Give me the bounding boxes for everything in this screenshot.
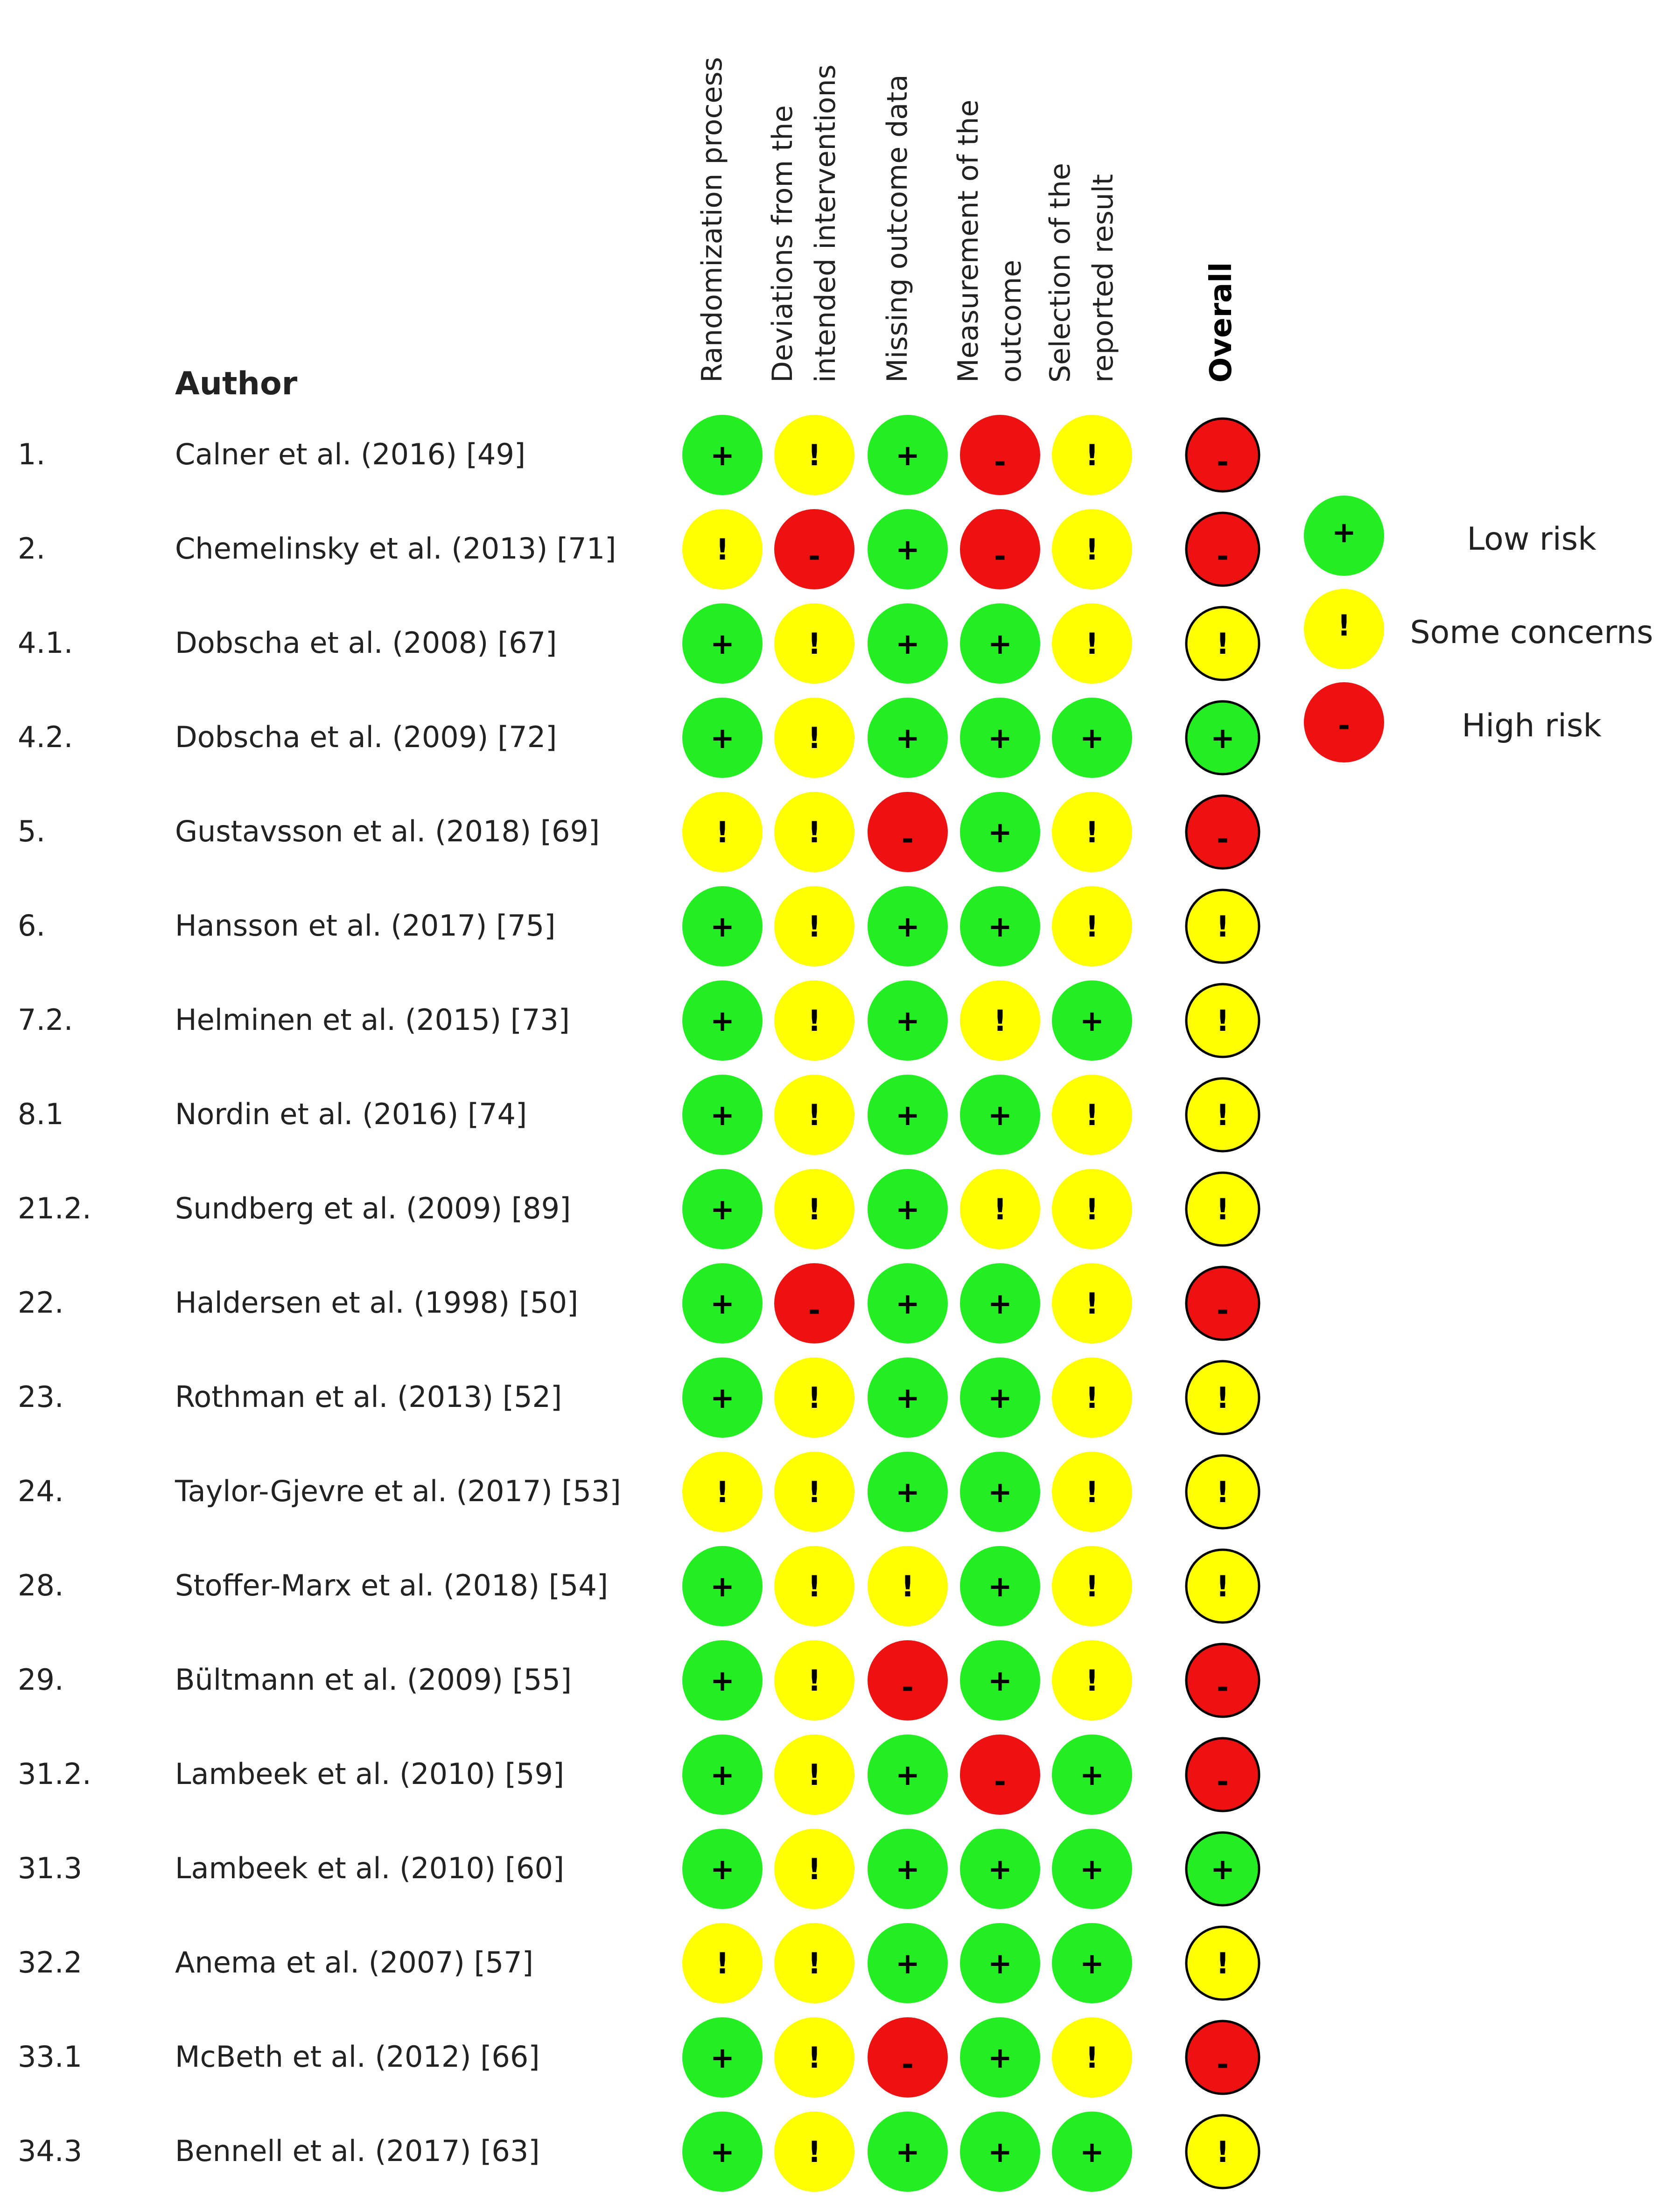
study-author: Bültmann et al. (2009) [55] <box>175 1663 572 1697</box>
domain-header-5-line-2: reported result <box>1087 174 1120 383</box>
rating-symbol: + <box>1080 1946 1104 1980</box>
rating-symbol: + <box>896 721 920 755</box>
rating-symbol: ! <box>807 1098 821 1132</box>
study-author: Calner et al. (2016) [49] <box>175 437 526 471</box>
rating-symbol: - <box>994 539 1006 573</box>
rating-symbol: + <box>896 438 920 472</box>
rating-symbol: + <box>1080 2135 1104 2169</box>
study-number: 4.1. <box>18 626 73 660</box>
rating-symbol: + <box>988 2041 1012 2075</box>
overall-symbol: - <box>1217 1293 1229 1327</box>
rating-symbol: + <box>710 1664 735 1698</box>
study-number: 33.1 <box>18 2040 83 2074</box>
rating-symbol: ! <box>807 1381 821 1415</box>
rating-symbol: + <box>710 2041 735 2075</box>
study-number: 1. <box>18 437 46 471</box>
table-row <box>18 1734 1259 1815</box>
table-row <box>18 603 1259 684</box>
rating-symbol: + <box>710 1004 735 1038</box>
domain-header-4-line-2: outcome <box>995 259 1028 383</box>
rating-symbol: ! <box>1085 2041 1099 2075</box>
rating-symbol: ! <box>807 438 821 472</box>
rating-symbol: + <box>988 1946 1012 1980</box>
study-number: 24. <box>18 1474 64 1508</box>
overall-symbol: ! <box>1216 1381 1230 1415</box>
table-row <box>18 886 1259 966</box>
rating-symbol: + <box>896 1287 920 1321</box>
table-row <box>18 1923 1259 2003</box>
rating-symbol: + <box>988 1852 1012 1886</box>
domain-header-5-line-1: Selection of the <box>1044 163 1077 383</box>
overall-symbol: ! <box>1216 1098 1230 1132</box>
study-number: 29. <box>18 1663 64 1697</box>
rating-symbol: ! <box>1085 1475 1099 1509</box>
table-row <box>18 1640 1259 1720</box>
rating-symbol: ! <box>901 1569 915 1603</box>
rating-symbol: ! <box>715 1946 729 1980</box>
rating-symbol: ! <box>1085 1381 1099 1415</box>
rating-symbol: + <box>710 438 735 472</box>
legend-entry-high <box>1304 682 1602 762</box>
rating-symbol: ! <box>993 1004 1007 1038</box>
legend-label: Low risk <box>1467 521 1596 558</box>
rating-symbol: ! <box>807 721 821 755</box>
rating-symbol: + <box>896 1852 920 1886</box>
study-number: 28. <box>18 1568 64 1602</box>
study-author: Hansson et al. (2017) [75] <box>175 909 556 943</box>
domain-header-1-line-1: Randomization process <box>696 57 728 383</box>
rating-symbol: ! <box>807 1004 821 1038</box>
rating-symbol: + <box>896 1758 920 1792</box>
rating-symbol: + <box>896 532 920 566</box>
rating-symbol: ! <box>807 815 821 849</box>
rating-symbol: ! <box>1085 1192 1099 1226</box>
rating-symbol: + <box>710 1192 735 1226</box>
table-row <box>18 509 1259 589</box>
rating-symbol: - <box>808 539 820 573</box>
study-number: 2. <box>18 532 46 566</box>
legend-symbol: + <box>1332 515 1356 549</box>
study-number: 23. <box>18 1380 64 1414</box>
overall-symbol: ! <box>1216 2135 1230 2169</box>
study-author: Lambeek et al. (2010) [60] <box>175 1851 565 1885</box>
rating-symbol: + <box>896 909 920 944</box>
rating-symbol: + <box>896 2135 920 2169</box>
rating-symbol: - <box>994 445 1006 479</box>
table-row <box>18 980 1259 1061</box>
study-author: Gustavsson et al. (2018) [69] <box>175 814 600 848</box>
study-number: 8.1 <box>18 1097 64 1131</box>
rating-symbol: ! <box>807 1569 821 1603</box>
domain-header-2-line-1: Deviations from the <box>766 105 799 383</box>
rating-symbol: + <box>710 1852 735 1886</box>
overall-symbol: ! <box>1216 1475 1230 1509</box>
study-author: Dobscha et al. (2008) [67] <box>175 626 557 660</box>
study-author: Haldersen et al. (1998) [50] <box>175 1286 579 1320</box>
study-number: 22. <box>18 1286 64 1320</box>
table-row <box>18 1452 1259 1532</box>
rating-symbol: + <box>710 1569 735 1603</box>
study-number: 4.2. <box>18 720 73 754</box>
rating-symbol: + <box>896 1475 920 1509</box>
table-row <box>18 1546 1259 1626</box>
table-row <box>18 792 1259 872</box>
table-row <box>18 1075 1259 1155</box>
rating-symbol: + <box>896 1098 920 1132</box>
study-rows <box>18 415 1259 2192</box>
rating-symbol: + <box>896 1004 920 1038</box>
rating-symbol: + <box>988 815 1012 849</box>
rating-symbol: + <box>988 1475 1012 1509</box>
overall-symbol: - <box>1217 1670 1229 1704</box>
rating-symbol: ! <box>807 1946 821 1980</box>
overall-symbol: + <box>1211 1852 1235 1886</box>
rating-symbol: + <box>896 1946 920 1980</box>
study-author: Chemelinsky et al. (2013) [71] <box>175 532 616 566</box>
rating-symbol: ! <box>807 2135 821 2169</box>
rating-symbol: + <box>896 1381 920 1415</box>
rating-symbol: + <box>1080 1852 1104 1886</box>
study-number: 34.3 <box>18 2134 83 2168</box>
rating-symbol: ! <box>993 1192 1007 1226</box>
table-row <box>18 1263 1259 1343</box>
overall-header: Overall <box>1204 262 1239 383</box>
overall-symbol: - <box>1217 822 1229 856</box>
rating-symbol: + <box>988 1664 1012 1698</box>
legend <box>1304 496 1653 762</box>
rating-symbol: ! <box>1085 532 1099 566</box>
rating-symbol: + <box>710 909 735 944</box>
study-number: 32.2 <box>18 1945 83 1979</box>
rating-symbol: + <box>988 1381 1012 1415</box>
table-row <box>18 1169 1259 1249</box>
table-row <box>18 698 1259 778</box>
rating-symbol: ! <box>715 532 729 566</box>
domain-header-2-line-2: intended interventions <box>809 64 842 383</box>
study-author: Sundberg et al. (2009) [89] <box>175 1191 571 1225</box>
study-author: Helminen et al. (2015) [73] <box>175 1003 570 1037</box>
rating-symbol: ! <box>1085 1098 1099 1132</box>
study-author: Bennell et al. (2017) [63] <box>175 2134 540 2168</box>
rating-symbol: + <box>710 1098 735 1132</box>
table-row <box>18 415 1259 495</box>
rating-symbol: - <box>808 1293 820 1327</box>
overall-symbol: - <box>1217 539 1229 573</box>
table-row <box>18 2112 1259 2192</box>
rating-symbol: - <box>994 1764 1006 1798</box>
domain-header-4-line-1: Measurement of the <box>952 99 985 383</box>
rating-symbol: + <box>988 909 1012 944</box>
study-number: 5. <box>18 814 46 848</box>
rating-symbol: ! <box>1085 909 1099 944</box>
rating-symbol: + <box>1080 721 1104 755</box>
rating-symbol: + <box>710 1758 735 1792</box>
study-author: Anema et al. (2007) [57] <box>175 1945 533 1979</box>
overall-symbol: + <box>1211 721 1235 755</box>
table-row <box>18 1357 1259 1438</box>
study-author: Lambeek et al. (2010) [59] <box>175 1757 565 1791</box>
overall-symbol: - <box>1217 2047 1229 2081</box>
rating-symbol: + <box>710 627 735 661</box>
legend-symbol: - <box>1338 708 1350 742</box>
study-author: Rothman et al. (2013) [52] <box>175 1380 562 1414</box>
overall-symbol: - <box>1217 445 1229 479</box>
legend-label: High risk <box>1462 707 1602 744</box>
study-author: Nordin et al. (2016) [74] <box>175 1097 527 1131</box>
study-number: 7.2. <box>18 1003 73 1037</box>
overall-symbol: ! <box>1216 1192 1230 1226</box>
overall-symbol: ! <box>1216 627 1230 661</box>
overall-symbol: ! <box>1216 1004 1230 1038</box>
rating-symbol: ! <box>807 2041 821 2075</box>
study-author: Stoffer-Marx et al. (2018) [54] <box>175 1568 609 1602</box>
domain-header-3-line-1: Missing outcome data <box>881 74 914 383</box>
rating-symbol: + <box>988 1287 1012 1321</box>
rating-symbol: ! <box>807 909 821 944</box>
rating-symbol: ! <box>1085 1664 1099 1698</box>
rating-symbol: ! <box>807 627 821 661</box>
rating-symbol: ! <box>807 1852 821 1886</box>
rating-symbol: + <box>710 1381 735 1415</box>
rating-symbol: + <box>988 627 1012 661</box>
overall-symbol: - <box>1217 1764 1229 1798</box>
overall-symbol: ! <box>1216 909 1230 944</box>
rating-symbol: - <box>902 822 914 856</box>
rating-symbol: - <box>902 1670 914 1704</box>
study-author: McBeth et al. (2012) [66] <box>175 2040 540 2074</box>
rating-symbol: + <box>988 721 1012 755</box>
rating-symbol: + <box>710 1287 735 1321</box>
legend-symbol: ! <box>1337 608 1351 643</box>
rating-symbol: + <box>896 1192 920 1226</box>
rating-symbol: ! <box>1085 627 1099 661</box>
study-author: Dobscha et al. (2009) [72] <box>175 720 557 754</box>
rating-symbol: ! <box>807 1664 821 1698</box>
study-number: 21.2. <box>18 1191 91 1225</box>
domain-headers <box>696 57 1239 383</box>
study-number: 6. <box>18 909 46 943</box>
rating-symbol: + <box>988 1098 1012 1132</box>
rating-symbol: ! <box>807 1475 821 1509</box>
study-author: Taylor-Gjevre et al. (2017) [53] <box>175 1474 621 1508</box>
rating-symbol: ! <box>1085 1569 1099 1603</box>
legend-label: Some concerns <box>1410 614 1653 651</box>
rating-symbol: - <box>902 2047 914 2081</box>
rating-symbol: + <box>988 2135 1012 2169</box>
overall-symbol: ! <box>1216 1569 1230 1603</box>
table-row <box>18 2017 1259 2098</box>
rating-symbol: + <box>710 2135 735 2169</box>
rating-symbol: ! <box>1085 1287 1099 1321</box>
author-column-header: Author <box>175 365 298 402</box>
rating-symbol: + <box>1080 1758 1104 1792</box>
rating-symbol: + <box>710 721 735 755</box>
rating-symbol: + <box>988 1569 1012 1603</box>
rating-symbol: + <box>1080 1004 1104 1038</box>
rating-symbol: ! <box>1085 438 1099 472</box>
overall-symbol: ! <box>1216 1946 1230 1980</box>
rating-symbol: ! <box>807 1192 821 1226</box>
legend-entry-some <box>1304 589 1653 669</box>
study-number: 31.3 <box>18 1851 83 1885</box>
rating-symbol: + <box>896 627 920 661</box>
rating-symbol: ! <box>807 1758 821 1792</box>
rating-symbol: ! <box>1085 815 1099 849</box>
table-row <box>18 1829 1259 1909</box>
rating-symbol: ! <box>715 815 729 849</box>
rating-symbol: ! <box>715 1475 729 1509</box>
study-number: 31.2. <box>18 1757 91 1791</box>
legend-entry-low <box>1304 496 1596 576</box>
